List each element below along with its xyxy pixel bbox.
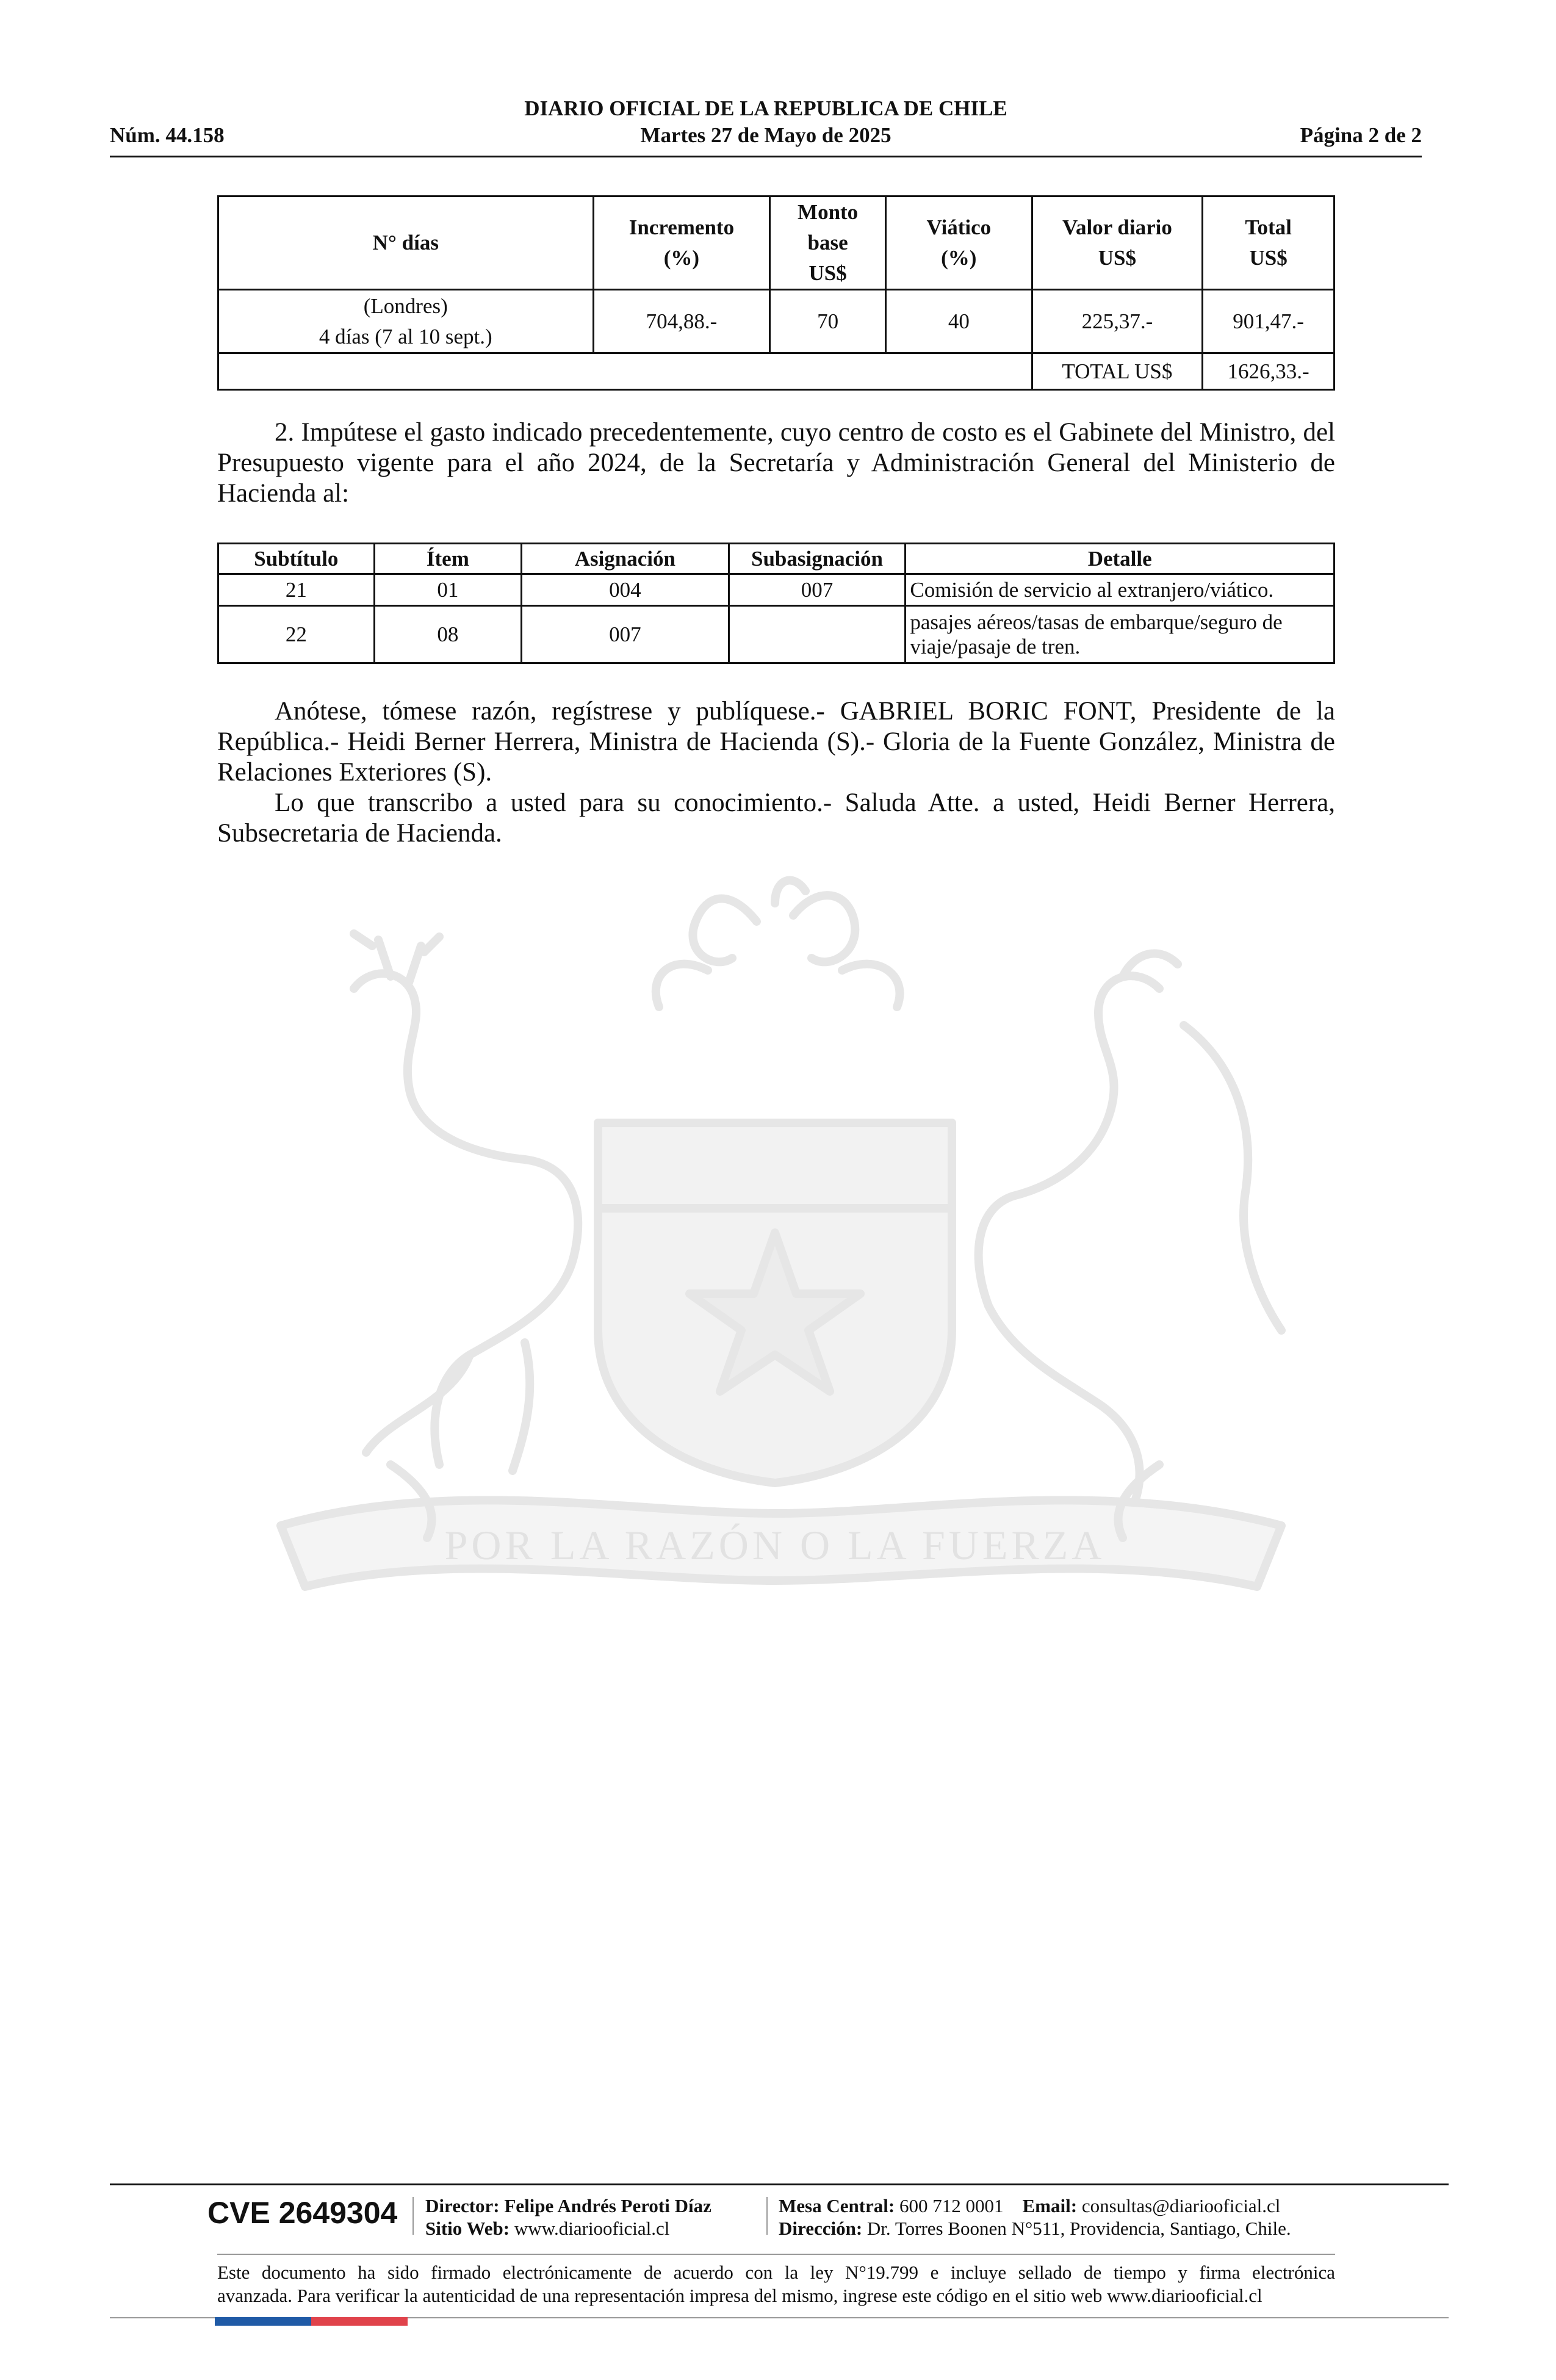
cell-detalle: Comisión de servicio al extranjero/viático. [906, 574, 1334, 606]
email-link[interactable]: consultas@diariooficial.cl [1081, 2195, 1281, 2216]
header-incremento: Incremento (%) [593, 197, 770, 290]
director-line: Director: Felipe Andrés Peroti Díaz [425, 2195, 711, 2216]
issue-number: Núm. 44.158 [110, 123, 225, 147]
header-subasignacion: Subasignación [729, 544, 906, 574]
total-row [218, 353, 1334, 390]
header-monto-base: Monto base US$ [770, 197, 886, 290]
signature-notice-line-1: Este documento ha sido firmado electrónicamente de acuerdo con la ley N°19.799 e incluye sellado de tiempo y firma electrónica [217, 2262, 1335, 2283]
cell-incremento: 704,88.- [593, 290, 770, 353]
detalle-line-1: pasajes aéreos/tasas de embarque/seguro de [910, 610, 1283, 634]
cell-asignacion: 004 [522, 574, 729, 606]
header-valor-diario: Valor diario US$ [1032, 197, 1203, 290]
header-dias: N° días [218, 197, 594, 290]
footer-separator [412, 2197, 414, 2235]
cell-dias: (Londres) 4 días (7 al 10 sept.) [218, 290, 594, 353]
publication-title: DIARIO OFICIAL DE LA REPUBLICA DE CHILE [524, 96, 1007, 120]
motto-text: POR LA RAZÓN O LA FUERZA [444, 1522, 1106, 1568]
detalle-line-2: viaje/pasaje de tren. [910, 634, 1081, 658]
header-divider [110, 156, 1422, 157]
cell-asignacion: 007 [522, 606, 729, 663]
paragraph-anotese: Anótese, tómese razón, regístrese y publíquese.- GABRIEL BORIC FONT, Presidente de la República.- Heidi Berner Herrera, Ministra de Hacienda (S).- Gloria de la Fuente González, Ministra de Relaciones Exteriores (S). [217, 697, 1335, 787]
header-detalle: Detalle [906, 544, 1334, 574]
header-viatico: Viático (%) [886, 197, 1032, 290]
issue-date: Martes 27 de Mayo de 2025 [640, 123, 891, 147]
address-line: Dirección: Dr. Torres Boonen N°511, Providencia, Santiago, Chile. [779, 2218, 1291, 2239]
paragraph-imputese: 2. Impútese el gasto indicado precedentemente, cuyo centro de costo es el Gabinete del Ministro, del Presupuesto vigente para el año 2024, de la Secretaría y Administración General del Ministerio de Hacienda al: [217, 418, 1335, 508]
header-item: Ítem [374, 544, 521, 574]
footer-separator [766, 2197, 768, 2235]
table-row [218, 290, 1334, 353]
website-link[interactable]: www.diariooficial.cl [514, 2218, 670, 2239]
cell-monto: 70 [770, 290, 886, 353]
footer-divider-top [110, 2183, 1449, 2185]
total-label: TOTAL US$ [1032, 353, 1203, 390]
cell-subasignacion: 007 [729, 574, 906, 606]
cell-viatico: 40 [886, 290, 1032, 353]
cell-subtitulo: 22 [218, 606, 375, 663]
page-number: Página 2 de 2 [1300, 123, 1422, 147]
cell-subtitulo: 21 [218, 574, 375, 606]
cell-item: 01 [374, 574, 521, 606]
table-row [218, 606, 1334, 663]
table-row [218, 574, 1334, 606]
header-subtitulo: Subtítulo [218, 544, 375, 574]
flag-stripe-blue [215, 2317, 311, 2326]
header-total: Total US$ [1203, 197, 1334, 290]
total-row-blank [218, 353, 1032, 390]
paragraph-transcribo: Lo que transcribo a usted para su conocimiento.- Saluda Atte. a usted, Heidi Berner Herrera, Subsecretaria de Hacienda. [217, 788, 1335, 848]
per-diem-header-row [218, 197, 1334, 290]
cell-valor: 225,37.- [1032, 290, 1203, 353]
flag-stripe-red [311, 2317, 408, 2326]
cell-subasignacion [729, 606, 906, 663]
budget-header-row [218, 544, 1334, 574]
cell-detalle [906, 606, 1334, 663]
page-header [110, 96, 1422, 157]
cell-total: 901,47.- [1203, 290, 1334, 353]
header-asignacion: Asignación [522, 544, 729, 574]
budget-table [217, 543, 1335, 664]
per-diem-table [217, 195, 1335, 391]
footer-director-block [425, 2194, 711, 2240]
cve-code: CVE 2649304 [207, 2196, 398, 2230]
cell-item: 08 [374, 606, 521, 663]
website-line: Sitio Web: www.diariooficial.cl [425, 2218, 670, 2239]
contact-line: Mesa Central: 600 712 0001 Email: consultas@diariooficial.cl [779, 2195, 1281, 2216]
footer-contact-block [779, 2194, 1291, 2240]
signature-notice-line-2: avanzada. Para verificar la autenticidad de una representación impresa del mismo, ingrese este código en el sitio web www.diariooficial.cl [217, 2285, 1262, 2306]
coat-of-arms-watermark [207, 867, 1355, 1672]
footer-divider-middle [217, 2254, 1335, 2255]
total-value: 1626,33.- [1203, 353, 1334, 390]
